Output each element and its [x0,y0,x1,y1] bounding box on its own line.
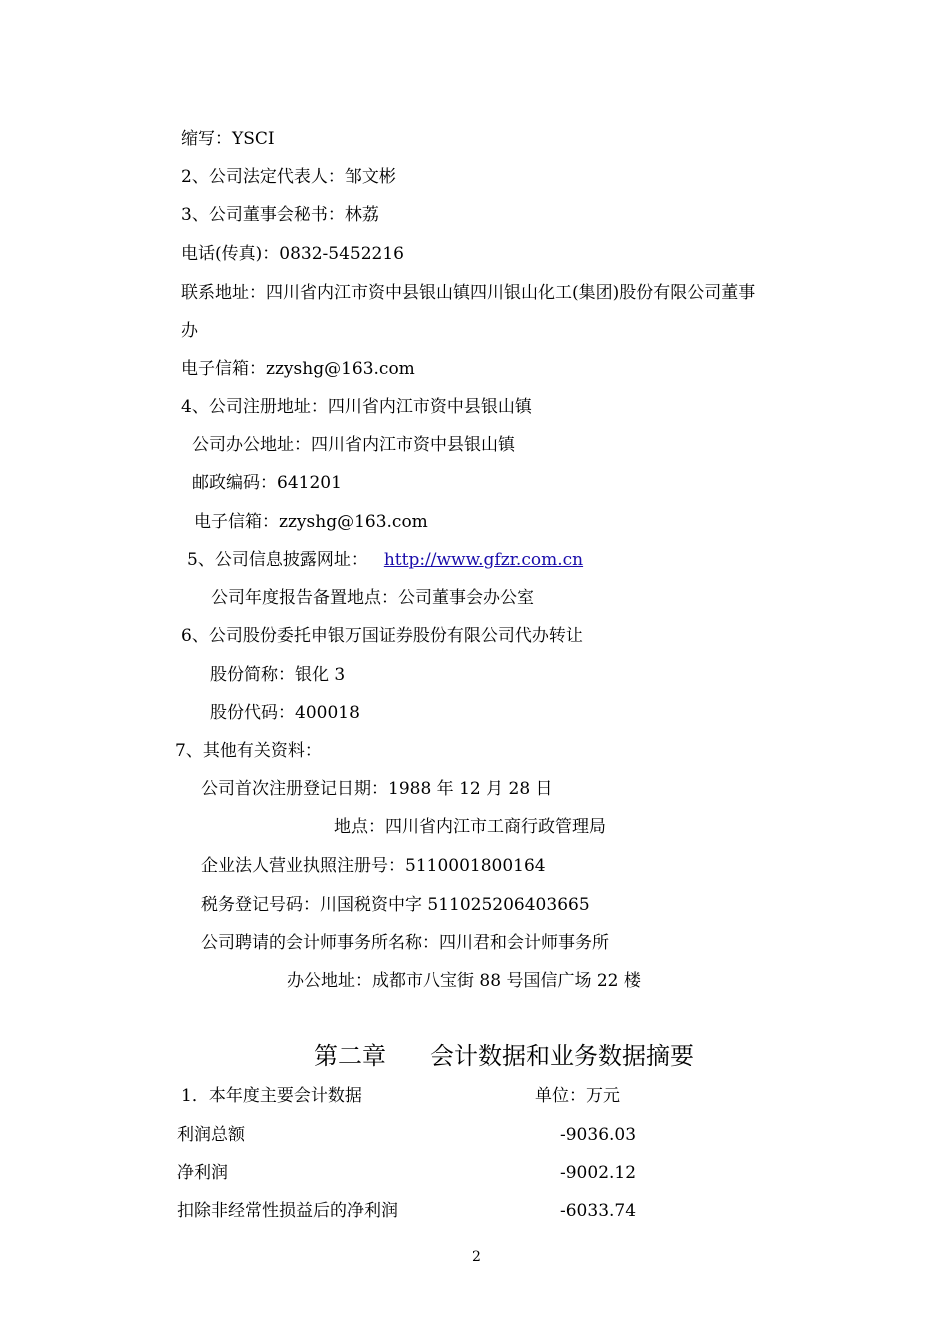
website-label: 5、公司信息披露网址： [187,550,368,570]
business-license-line: 企业法人营业执照注册号：5110001800164 [201,856,546,876]
table-unit: 单位：万元 [535,1086,620,1106]
page-number: 2 [472,1249,481,1265]
registration-place-line: 地点：四川省内江市工商行政管理局 [334,817,606,837]
email-line-1: 电子信箱：zzyshg@163.com [181,359,415,379]
table-heading: 1．本年度主要会计数据 [181,1086,362,1106]
phone-fax-line: 电话(传真)：0832-5452216 [181,244,404,264]
other-info-line: 7、其他有关资料： [175,741,322,761]
table-row-label: 净利润 [177,1163,228,1183]
share-agent-line: 6、公司股份委托申银万国证券股份有限公司代办转让 [181,626,583,646]
accounting-office-line: 办公地址：成都市八宝街 88 号国信广场 22 楼 [287,971,641,991]
email-line-2: 电子信箱：zzyshg@163.com [194,512,428,532]
chapter-title: 会计数据和业务数据摘要 [430,1042,694,1070]
board-secretary-line: 3、公司董事会秘书：林荔 [181,205,379,225]
tax-registration-line: 税务登记号码：川国税资中字 511025206403665 [201,895,590,915]
chapter-heading [314,1040,694,1072]
legal-representative-line: 2、公司法定代表人：邹文彬 [181,167,396,187]
website-line [187,549,583,571]
contact-address-line: 联系地址：四川省内江市资中县银山镇四川银山化工(集团)股份有限公司董事 [181,283,756,303]
share-code-line: 股份代码：400018 [210,703,360,723]
report-place-line: 公司年度报告备置地点：公司董事会办公室 [211,588,534,608]
table-row-label: 扣除非经常性损益后的净利润 [177,1201,398,1221]
table-row-label: 利润总额 [177,1125,245,1145]
postcode-line: 邮政编码：641201 [192,473,342,493]
first-registration-line: 公司首次注册登记日期：1988 年 12 月 28 日 [201,779,553,799]
chapter-number: 第二章 [314,1042,386,1070]
table-row-value: -9002.12 [560,1163,637,1183]
office-address-line: 公司办公地址：四川省内江市资中县银山镇 [192,435,515,455]
registered-address-line: 4、公司注册地址：四川省内江市资中县银山镇 [181,397,532,417]
table-row-value: -6033.74 [560,1201,637,1221]
accounting-firm-line: 公司聘请的会计师事务所名称：四川君和会计师事务所 [201,933,609,953]
website-link[interactable]: http://www.gfzr.com.cn [383,550,584,570]
table-row-value: -9036.03 [560,1125,637,1145]
share-name-line: 股份简称：银化 3 [210,665,346,685]
abbreviation-line: 缩写：YSCI [181,129,275,149]
contact-address-continued: 办 [181,321,198,341]
